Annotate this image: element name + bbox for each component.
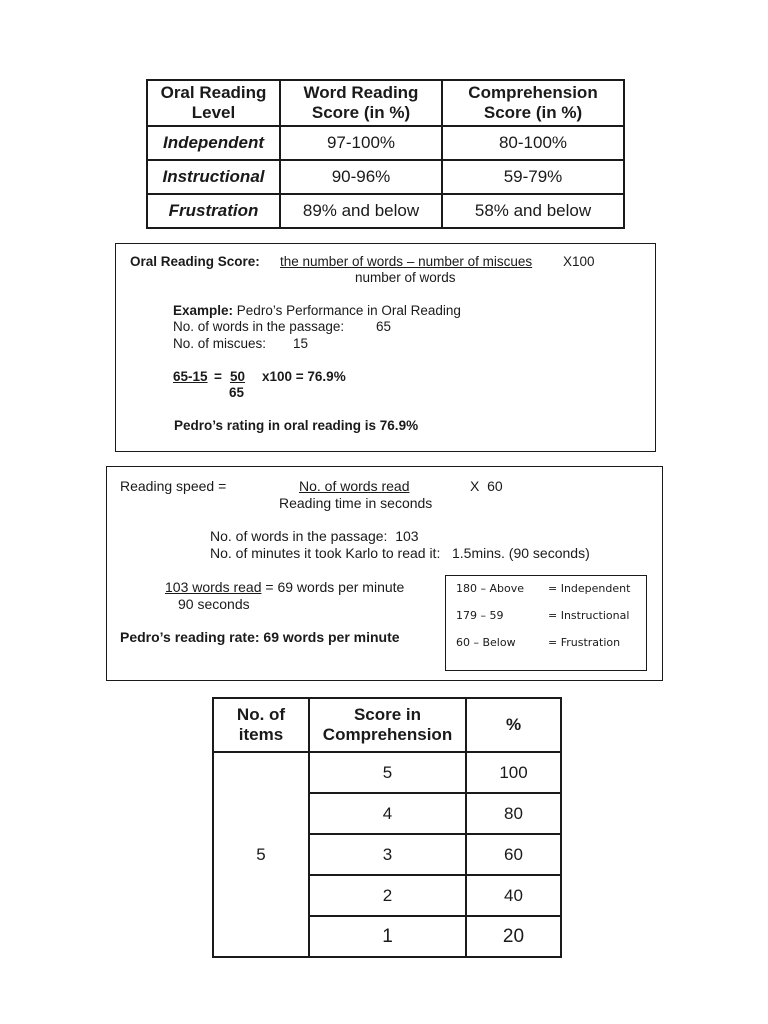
score-cell: 1 [309, 916, 466, 957]
words-in-passage-line: No. of words in the passage: 103 [210, 528, 419, 544]
header-percent: % [466, 698, 561, 752]
word-score-cell: 89% and below [280, 194, 442, 228]
header-comprehension-score [442, 80, 624, 126]
percent-cell: 60 [466, 834, 561, 875]
speed-calc-denominator: 90 seconds [178, 596, 250, 612]
oral-score-label: Oral Reading Score: [130, 254, 260, 269]
oral-formula-numerator: the number of words – number of miscues [280, 254, 533, 269]
speed-calc-line [165, 579, 404, 595]
speed-formula-numerator: No. of words read [299, 478, 410, 494]
percent-cell: 40 [466, 875, 561, 916]
header-line: Word Reading [303, 83, 419, 102]
speed-formula-multiplier: X 60 [470, 478, 503, 494]
header-oral-reading-level [147, 80, 280, 126]
comp-score-cell: 58% and below [442, 194, 624, 228]
table-header-row [213, 698, 561, 752]
words-in-passage-value: 65 [376, 319, 392, 334]
table-row [213, 752, 561, 793]
comp-score-cell: 80-100% [442, 126, 624, 160]
percent-cell: 20 [466, 916, 561, 957]
header-line: Oral Reading [160, 83, 267, 102]
header-line: items [238, 725, 284, 744]
header-no-of-items [213, 698, 309, 752]
example-line [173, 303, 461, 318]
miscues-value: 15 [293, 336, 309, 351]
speed-calc-numerator: 103 words read [165, 579, 262, 595]
table-row [147, 126, 624, 160]
table-row [147, 160, 624, 194]
word-score-cell: 97-100% [280, 126, 442, 160]
level-cell: Independent [147, 126, 280, 160]
calc-denominator: 65 [229, 385, 245, 400]
header-word-reading-score [280, 80, 442, 126]
legend-level: = Instructional [548, 609, 630, 622]
reading-levels-table [146, 79, 625, 229]
word-score-cell: 90-96% [280, 160, 442, 194]
header-line: Score (in %) [311, 103, 411, 122]
header-line: Comprehension [468, 83, 598, 102]
legend-range: 60 – Below [456, 636, 516, 649]
percent-cell: 80 [466, 793, 561, 834]
legend-range: 179 – 59 [456, 609, 504, 622]
comp-score-cell: 59-79% [442, 160, 624, 194]
miscues-label: No. of miscues: [173, 336, 267, 351]
table-header-row [147, 80, 624, 126]
score-cell: 4 [309, 793, 466, 834]
items-cell: 5 [213, 752, 309, 957]
score-cell: 2 [309, 875, 466, 916]
comprehension-table [212, 697, 562, 958]
percent-cell: 100 [466, 752, 561, 793]
header-line: Score (in %) [483, 103, 583, 122]
calc-result: x100 = 76.9% [262, 369, 346, 384]
words-in-passage-label: No. of words in the passage: [173, 319, 345, 334]
header-line: Level [191, 103, 236, 122]
header-score-in-comprehension [309, 698, 466, 752]
example-text: Pedro’s Performance in Oral Reading [236, 303, 461, 318]
calc-fraction-numerator: 65-15 [173, 369, 208, 384]
pedro-oral-rating: Pedro’s rating in oral reading is 76.9% [174, 418, 419, 433]
legend-range: 180 – Above [456, 582, 525, 595]
legend-level: = Independent [548, 582, 631, 595]
score-cell: 3 [309, 834, 466, 875]
speed-legend-box [445, 575, 647, 671]
header-line: No. of [236, 705, 286, 724]
oral-formula-denominator: number of words [355, 270, 456, 285]
example-label: Example: [173, 303, 234, 318]
speed-formula-denominator: Reading time in seconds [279, 495, 433, 511]
level-cell: Frustration [147, 194, 280, 228]
minutes-line: No. of minutes it took Karlo to read it: 1.5mins. (90 seconds) [210, 545, 590, 561]
speed-calc-result: = 69 words per minute [261, 579, 405, 595]
score-cell: 5 [309, 752, 466, 793]
reading-speed-label: Reading speed = [120, 478, 227, 494]
oral-formula-multiplier: X100 [563, 254, 595, 269]
level-cell: Instructional [147, 160, 280, 194]
pedro-reading-rate: Pedro’s reading rate: 69 words per minute [120, 629, 400, 645]
legend-level: = Frustration [548, 636, 621, 649]
header-line: Comprehension [322, 725, 453, 744]
header-line: Score in [353, 705, 422, 724]
calc-equals: = [214, 369, 222, 384]
table-row [147, 194, 624, 228]
calc-result-numerator: 50 [230, 369, 246, 384]
